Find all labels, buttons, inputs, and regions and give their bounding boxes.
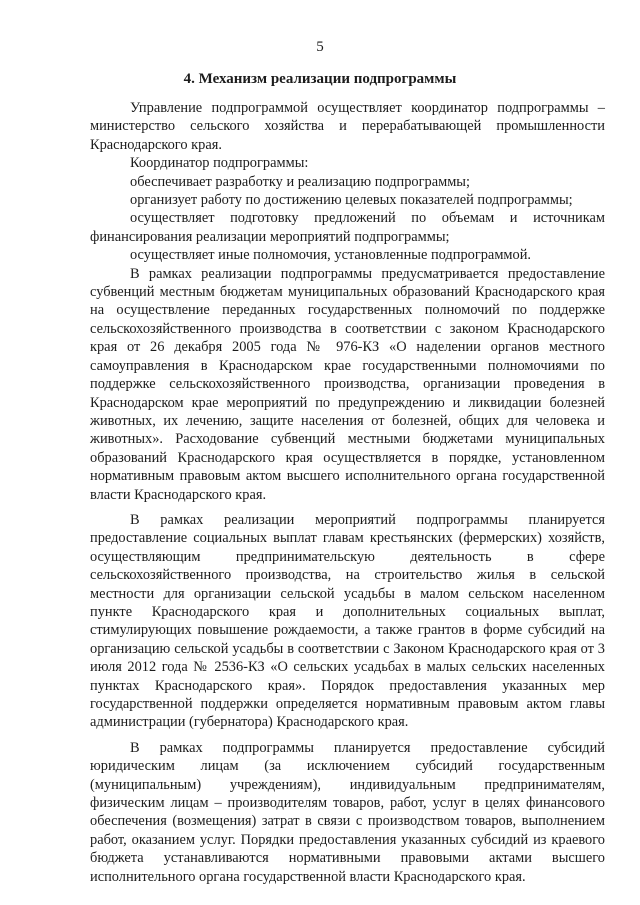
paragraph-subventions: В рамках реализации подпрограммы предусматривается предоставление субвенций местным бюджетам муниципальных образований Краснодарского края на осуществление переданных государственных полномочий по поддержке сельскохозяйственного производства в соответствии с законом Краснодарского края от 26 декабря 2005 года № 976-КЗ «О наделении органов местного самоуправления в Краснодарском крае государственными полномочиями по поддержке сельскохозяйственного производства, организации проведения в Краснодарском крае мероприятий по предупреждению и ликвидации болезней животных, их лечению, защите населения от болезней, общих для человека и животных». Расходование субвенций местными бюджетами муниципальных образований Краснодарского края осуществляется в порядке, установленном нормативным правовым актом высшего исполнительного органа государственной власти Краснодарского края.	[90, 265, 605, 503]
paragraph-social-payments: В рамках реализации мероприятий подпрограммы планируется предоставление социальных выплат главам крестьянских (фермерских) хозяйств, осуществляющим предпринимательскую деятельность в сфере сельскохозяйственного производства, на строительство жилья в сельской местности для организации сельской усадьбы в малом сельском населенном пункте Краснодарского края и дополнительных социальных выплат, стимулирующих повышение рождаемости, а также грантов в форме субсидий на организацию сельской усадьбы в соответствии с Законом Краснодарского края от 3 июля 2012 года № 2536-КЗ «О сельских усадьбах в малых сельских населенных пунктах Краснодарского края». Порядок предоставления указанных мер государственной поддержки определяется нормативным правовым актом главы администрации (губернатора) Краснодарского края.	[90, 511, 605, 731]
paragraph-management: Управление подпрограммой осуществляет координатор подпрограммы – министерство сельского хозяйства и перерабатывающей промышленности Краснодарского края.	[90, 100, 605, 153]
section-title: 4. Механизм реализации подпрограммы	[183, 71, 457, 87]
paragraph-coordinator-duty-1: обеспечивает разработку и реализацию подпрограммы;	[130, 173, 470, 190]
paragraph-subsidies: В рамках подпрограммы планируется предоставление субсидий юридическим лицам (за исключением субсидий государственным (муниципальным) учреждениям), индивидуальным предпринимателям, физическим лицам – производителям товаров, работ, услуг в целях финансового обеспечения (возмещения) затрат в связи с производством товаров, выполнением работ, оказанием услуг. Порядки предоставления указанных субсидий из краевого бюджета устанавливаются нормативными правовыми актами высшего исполнительного органа государственной власти Краснодарского края.	[90, 739, 605, 885]
paragraph-coordinator-heading: Координатор подпрограммы:	[130, 155, 309, 172]
page-number: 5	[316, 39, 324, 55]
paragraph-coordinator-duty-2: организует работу по достижению целевых показателей подпрограммы;	[130, 192, 573, 209]
paragraph-coordinator-duty-4: осуществляет иные полномочия, установленные подпрограммой.	[130, 247, 532, 264]
body-text	[90, 99, 605, 886]
paragraph-coordinator-duty-3: осуществляет подготовку предложений по объемам и источникам финансирования реализации мероприятий подпрограммы;	[90, 210, 605, 245]
